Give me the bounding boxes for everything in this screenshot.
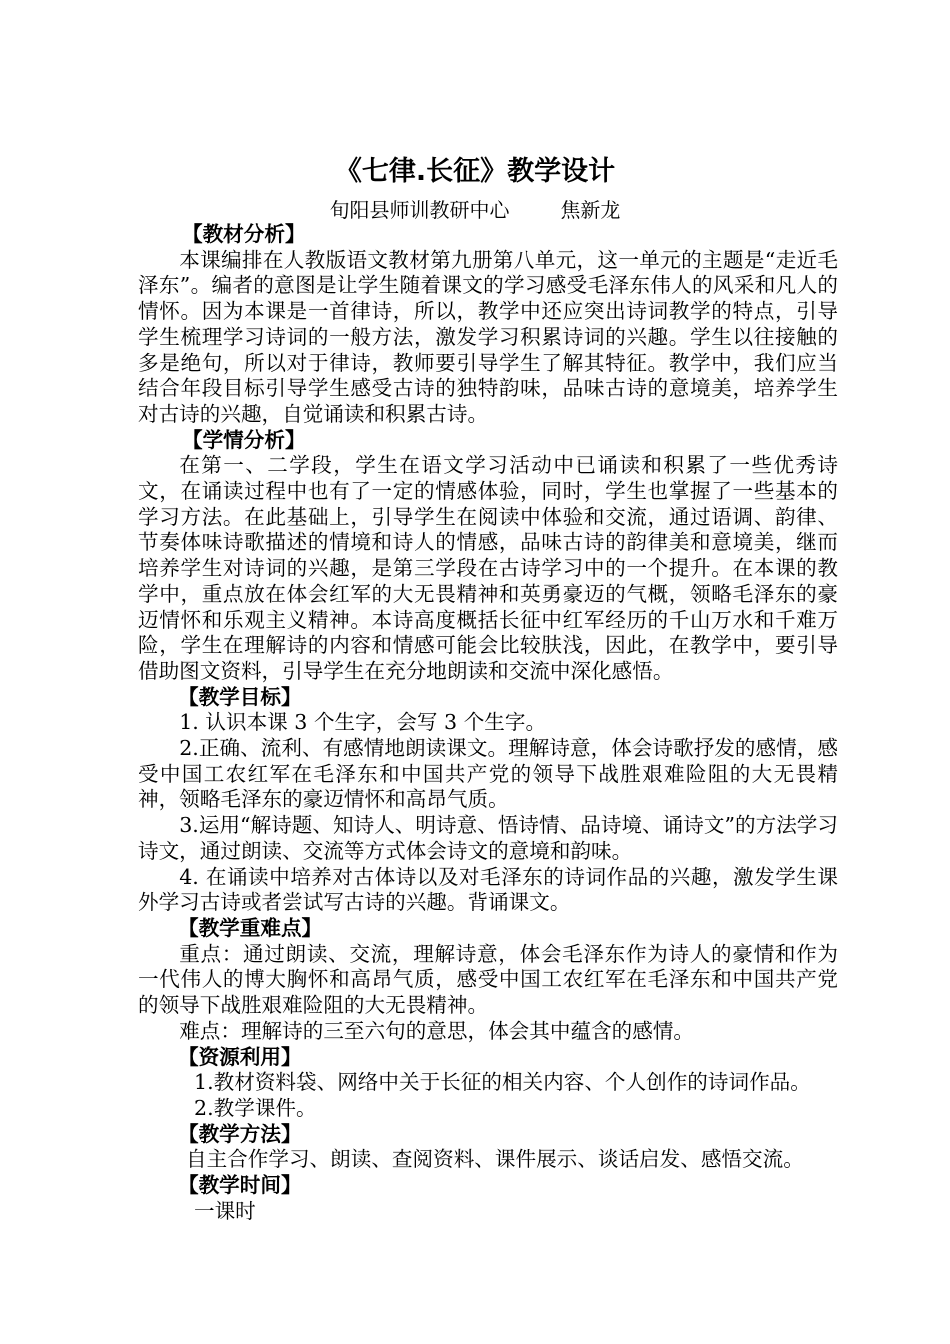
section-heading-methods: 【教学方法】 (178, 1121, 302, 1146)
resource-item-1: 1.教材资料袋、网络中关于长征的相关内容、个人创作的诗词作品。 (194, 1070, 811, 1095)
section-heading-time: 【教学时间】 (178, 1173, 302, 1198)
keypoint-difficult: 难点：理解诗的三至六句的意思，体会其中蕴含的感情。 (179, 1018, 695, 1043)
goal-item-1: 1. 认识本课 3 个生字，会写 3 个生字。 (179, 710, 547, 735)
goal-item-3: 3.运用“解诗题、知诗人、明诗意、悟诗情、品诗境、诵诗文”的方法学习诗文，通过朗读、交流等方式体会诗文的意境和韵味。 (138, 813, 838, 863)
time-paragraph: 一课时 (194, 1198, 256, 1223)
section-heading-resources: 【资源利用】 (178, 1044, 302, 1069)
section-heading-analysis: 【教材分析】 (182, 222, 306, 246)
methods-paragraph: 自主合作学习、朗读、查阅资料、课件展示、谈话启发、感悟交流。 (186, 1147, 804, 1172)
document-author: 旬阳县师训教研中心 焦新龙 (329, 198, 621, 222)
section-heading-goals: 【教学目标】 (178, 684, 302, 709)
document-title: 《七律.长征》教学设计 (334, 156, 616, 187)
section-heading-students: 【学情分析】 (182, 427, 306, 452)
document-body (138, 222, 838, 1224)
resource-item-2: 2.教学课件。 (194, 1095, 317, 1120)
goal-item-2: 2.正确、流利、有感情地朗读课文。理解诗意，体会诗歌抒发的感情，感受中国工农红军在毛泽东和中国共产党的领导下战胜艰难险阻的大无畏精神，领略毛泽东的豪迈情怀和高昂气质。 (138, 736, 838, 812)
goal-item-4: 4. 在诵读中培养对古体诗以及对毛泽东的诗词作品的兴趣，激发学生课外学习古诗或者尝试写古诗的兴趣。背诵课文。 (138, 864, 838, 915)
section-heading-keypoints: 【教学重难点】 (178, 915, 323, 940)
analysis-paragraph: 本课编排在人教版语文教材第九册第八单元，这一单元的主题是“走近毛泽东”。编者的意图是让学生随着课文的学习感受毛泽东伟人的风采和凡人的情怀。因为本课是一首律诗，所以，教学中还应突出诗词教学的特点，引导学生梳理学习诗词的一般方法，激发学习积累诗词的兴趣。学生以往接触的多是绝句，所以对于律诗，教师要引导学生了解其特征。教学中，我们应当结合年段目标引导学生感受古诗的独特韵味，品味古诗的意境美，培养学生对古诗的兴趣，自觉诵读和积累古诗。 (138, 247, 838, 426)
keypoint-key: 重点：通过朗读、交流，理解诗意，体会毛泽东作为诗人的豪情和作为一代伟人的博大胸怀和高昂气质，感受中国工农红军在毛泽东和中国共产党的领导下战胜艰难险阻的大无畏精神。 (138, 941, 838, 1018)
students-paragraph: 在第一、二学段，学生在语文学习活动中已诵读和积累了一些优秀诗文，在诵读过程中也有了一定的情感体验，同时，学生也掌握了一些基本的学习方法。在此基础上，引导学生在阅读中体验和交流，通过语调、韵律、节奏体味诗歌描述的情境和诗人的情感，品味古诗的韵律美和意境美，继而培养学生对诗词的兴趣，是第三学段在古诗学习中的一个提升。在本课的教学中，重点放在体会红军的大无畏精神和英勇豪迈的气概，领略毛泽东的豪迈情怀和乐观主义精神。本诗高度概括长征中红军经历的千山万水和千难万险，学生在理解诗的内容和情感可能会比较肤浅，因此，在教学中，要引导借助图文资料，引导学生在充分地朗读和交流中深化感悟。 (138, 453, 838, 683)
